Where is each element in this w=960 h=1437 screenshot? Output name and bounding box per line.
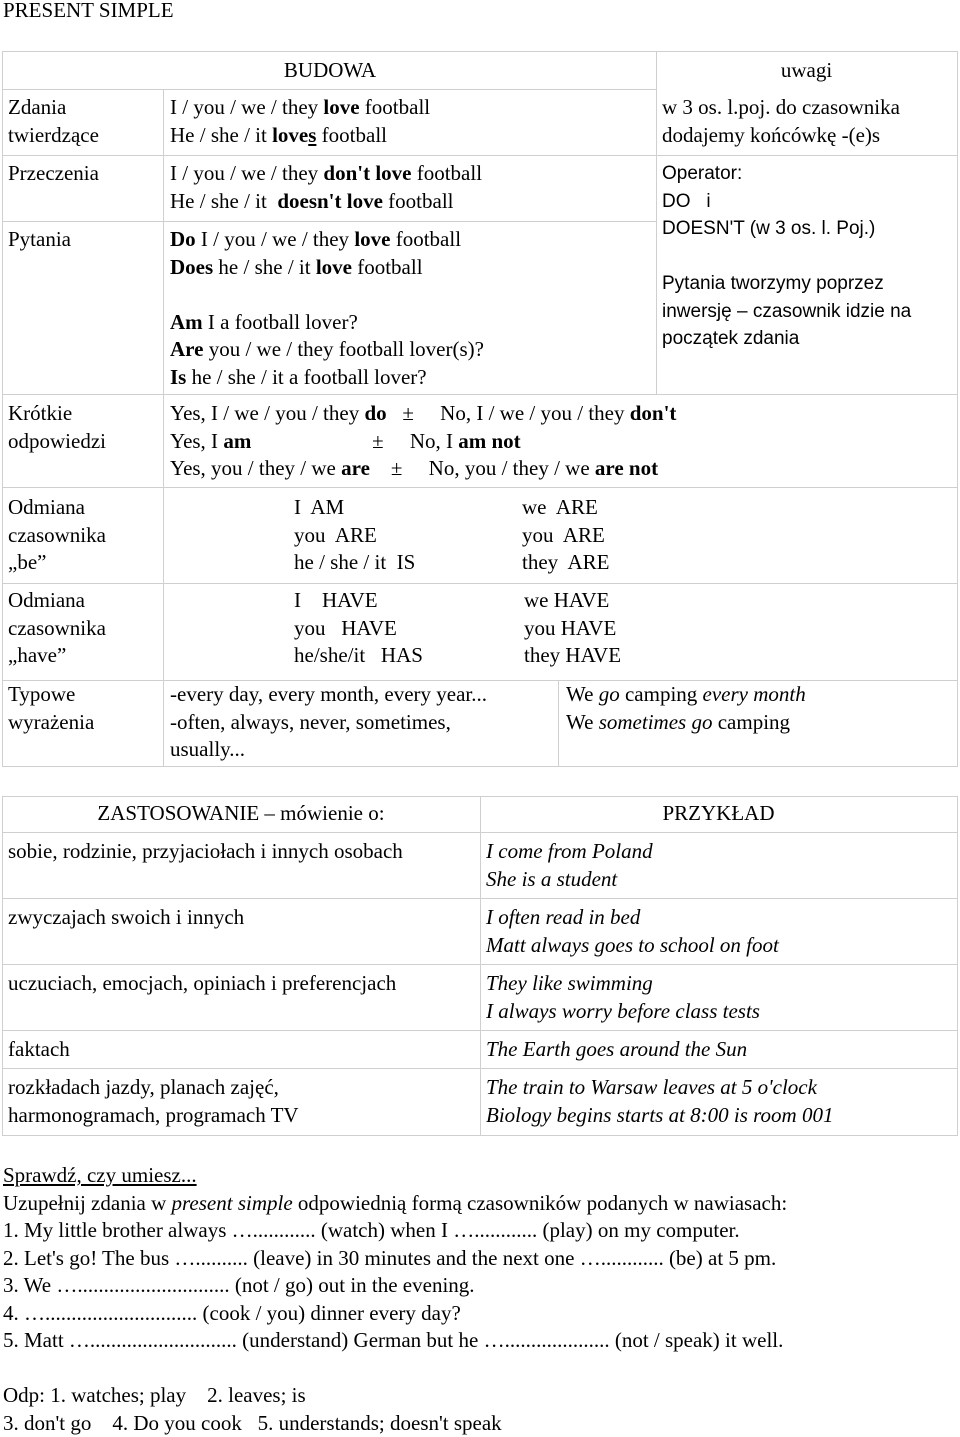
- text-line: [170, 188, 482, 216]
- text-line: [170, 455, 676, 483]
- cell-twierdzace: [170, 94, 430, 149]
- text-run: We: [566, 682, 599, 706]
- text-run: he / she / it a football lover?: [186, 365, 426, 389]
- text-run: ± No, I / we / you / they: [387, 401, 630, 425]
- header-budowa: BUDOWA: [163, 57, 497, 85]
- be-plural: we ARE you ARE they ARE: [522, 494, 610, 577]
- text-line: [170, 400, 676, 428]
- cell-przeczenia: [170, 160, 482, 215]
- text-run: football: [411, 161, 482, 185]
- usage-topic: zwyczajach swoich i innych: [8, 904, 244, 932]
- answer-key: [3, 1382, 502, 1437]
- text-run: Do: [170, 227, 196, 251]
- expressions-examples: [566, 681, 806, 736]
- text-run: love: [272, 123, 308, 147]
- usage-topic: rozkładach jazdy, planach zajęć, harmonogramach, programach TV: [8, 1074, 299, 1129]
- text-run: odpowiednią formą czasowników podanych w nawiasach:: [293, 1191, 788, 1215]
- text-line: [566, 681, 806, 709]
- row-label-wyrazenia: Typowe wyrażenia: [8, 681, 94, 736]
- exercise-section: [3, 1162, 787, 1355]
- text-line: [170, 226, 484, 254]
- exercise-item: 4. …............................. (cook / you) dinner every day?: [3, 1300, 787, 1328]
- text-run: Yes, I / we / you / they: [170, 401, 364, 425]
- text-run: I a football lover?: [203, 310, 358, 334]
- table-border: [656, 51, 657, 394]
- text-line: [170, 428, 676, 456]
- text-run: football: [390, 227, 461, 251]
- usage-example: I come from Poland She is a student: [486, 838, 653, 893]
- uwagi-operator: Operator: DO i DOESN'T (w 3 os. l. Poj.): [662, 160, 875, 243]
- text-run: don't love: [323, 161, 411, 185]
- table-border: [2, 51, 958, 52]
- text-run: football: [316, 123, 387, 147]
- table-border: [2, 583, 958, 584]
- text-run: s: [308, 123, 316, 147]
- text-run: love: [354, 227, 390, 251]
- cell-krotkie: [170, 400, 676, 483]
- uwagi-rule: w 3 os. l.poj. do czasownika dodajemy końcówkę -(e)s: [662, 94, 900, 149]
- table-border: [2, 1135, 958, 1136]
- text-run: doesn't love: [277, 189, 383, 213]
- text-line: [170, 122, 430, 150]
- row-label-przeczenia: Przeczenia: [8, 160, 99, 188]
- text-run: Yes, you / they / we: [170, 456, 341, 480]
- table-border: [163, 89, 164, 766]
- usage-example: The Earth goes around the Sun: [486, 1036, 747, 1064]
- table-border: [2, 51, 3, 766]
- text-run: love: [316, 255, 352, 279]
- have-singular: I HAVE you HAVE he/she/it HAS: [294, 587, 423, 670]
- header-uwagi: uwagi: [656, 57, 957, 85]
- table-border: [2, 796, 3, 1135]
- usage-example: They like swimming I always worry before class tests: [486, 970, 760, 1025]
- text-run: every month: [703, 682, 806, 706]
- text-run: camping: [620, 682, 703, 706]
- answer-line: Odp: 1. watches; play 2. leaves; is: [3, 1382, 502, 1410]
- text-run: am: [223, 429, 251, 453]
- text-run: football: [352, 255, 423, 279]
- text-run: sometimes go: [599, 710, 713, 734]
- text-run: don't: [630, 401, 677, 425]
- text-run: football: [360, 95, 431, 119]
- exercise-item: 3. We …............................. (not / go) out in the evening.: [3, 1272, 787, 1300]
- expressions-list: -every day, every month, every year... -often, always, never, sometimes, usually...: [170, 681, 487, 764]
- text-run: do: [364, 401, 386, 425]
- text-line: [170, 281, 484, 309]
- header-przyklad: PRZYKŁAD: [480, 800, 957, 828]
- table-border: [2, 89, 656, 90]
- text-run: am not: [458, 429, 520, 453]
- usage-example: The train to Warsaw leaves at 5 o'clock Biology begins starts at 8:00 is room 001: [486, 1074, 833, 1129]
- text-line: [170, 254, 484, 282]
- text-run: go: [599, 682, 620, 706]
- table-border: [2, 487, 958, 488]
- text-run: present simple: [172, 1191, 293, 1215]
- table-border: [957, 796, 958, 1135]
- usage-topic: uczuciach, emocjach, opiniach i preferencjach: [8, 970, 396, 998]
- exercise-item: 2. Let's go! The bus ….......... (leave) in 30 minutes and the next one …............ (be) at 5 pm.: [3, 1245, 787, 1273]
- header-zastosowanie: ZASTOSOWANIE – mówienie o:: [2, 800, 480, 828]
- text-line: [170, 94, 430, 122]
- text-line: [170, 309, 484, 337]
- table-border: [480, 796, 481, 1135]
- text-run: you / we / they football lover(s)?: [203, 337, 484, 361]
- exercise-heading: Sprawdź, czy umiesz...: [3, 1162, 787, 1190]
- uwagi-questions: Pytania tworzymy poprzez inwersję – czasownik idzie na początek zdania: [662, 270, 911, 353]
- text-run: ± No, you / they / we: [370, 456, 595, 480]
- text-run: I / you / we / they: [170, 95, 323, 119]
- text-run: He / she / it: [170, 189, 277, 213]
- text-run: football: [383, 189, 454, 213]
- usage-example: I often read in bed Matt always goes to school on foot: [486, 904, 779, 959]
- text-run: Are: [170, 337, 203, 361]
- text-line: [170, 364, 484, 392]
- text-run: Yes, I: [170, 429, 223, 453]
- exercise-item: 1. My little brother always …............ (watch) when I …............ (play) on my computer.: [3, 1217, 787, 1245]
- text-line: [170, 336, 484, 364]
- table-border: [2, 394, 958, 395]
- exercise-item: 5. Matt …............................ (understand) German but he ….................... (not / speak) it well.: [3, 1327, 787, 1355]
- table-border: [558, 680, 559, 766]
- have-plural: we HAVE you HAVE they HAVE: [524, 587, 621, 670]
- text-run: He / she / it: [170, 123, 272, 147]
- page-title: PRESENT SIMPLE: [3, 0, 174, 25]
- row-label-krotkie: Krótkie odpowiedzi: [8, 400, 106, 455]
- text-run: I / you / we / they: [196, 227, 355, 251]
- row-label-have: Odmiana czasownika „have”: [8, 587, 106, 670]
- usage-topic: faktach: [8, 1036, 70, 1064]
- answer-line: 3. don't go 4. Do you cook 5. understands; doesn't speak: [3, 1410, 502, 1437]
- text-run: Does: [170, 255, 213, 279]
- text-line: [566, 709, 806, 737]
- text-run: camping: [712, 710, 790, 734]
- text-run: Am: [170, 310, 203, 334]
- table-border: [957, 51, 958, 766]
- usage-topic: sobie, rodzinie, przyjaciołach i innych osobach: [8, 838, 403, 866]
- text-line: [170, 160, 482, 188]
- exercise-instruction: [3, 1190, 787, 1218]
- text-run: Is: [170, 365, 186, 389]
- table-border: [2, 221, 656, 222]
- text-run: We: [566, 710, 599, 734]
- text-run: love: [323, 95, 359, 119]
- table-border: [2, 766, 958, 767]
- cell-pytania: [170, 226, 484, 391]
- text-run: Uzupełnij zdania w: [3, 1191, 172, 1215]
- table-border: [2, 155, 958, 156]
- row-label-be: Odmiana czasownika „be”: [8, 494, 106, 577]
- row-label-twierdzace: Zdania twierdzące: [8, 94, 99, 149]
- text-run: I / you / we / they: [170, 161, 323, 185]
- text-run: are not: [595, 456, 658, 480]
- row-label-pytania: Pytania: [8, 226, 71, 254]
- be-singular: I AM you ARE he / she / it IS: [294, 494, 415, 577]
- text-run: he / she / it: [213, 255, 316, 279]
- text-run: ± No, I: [251, 429, 458, 453]
- text-run: are: [341, 456, 370, 480]
